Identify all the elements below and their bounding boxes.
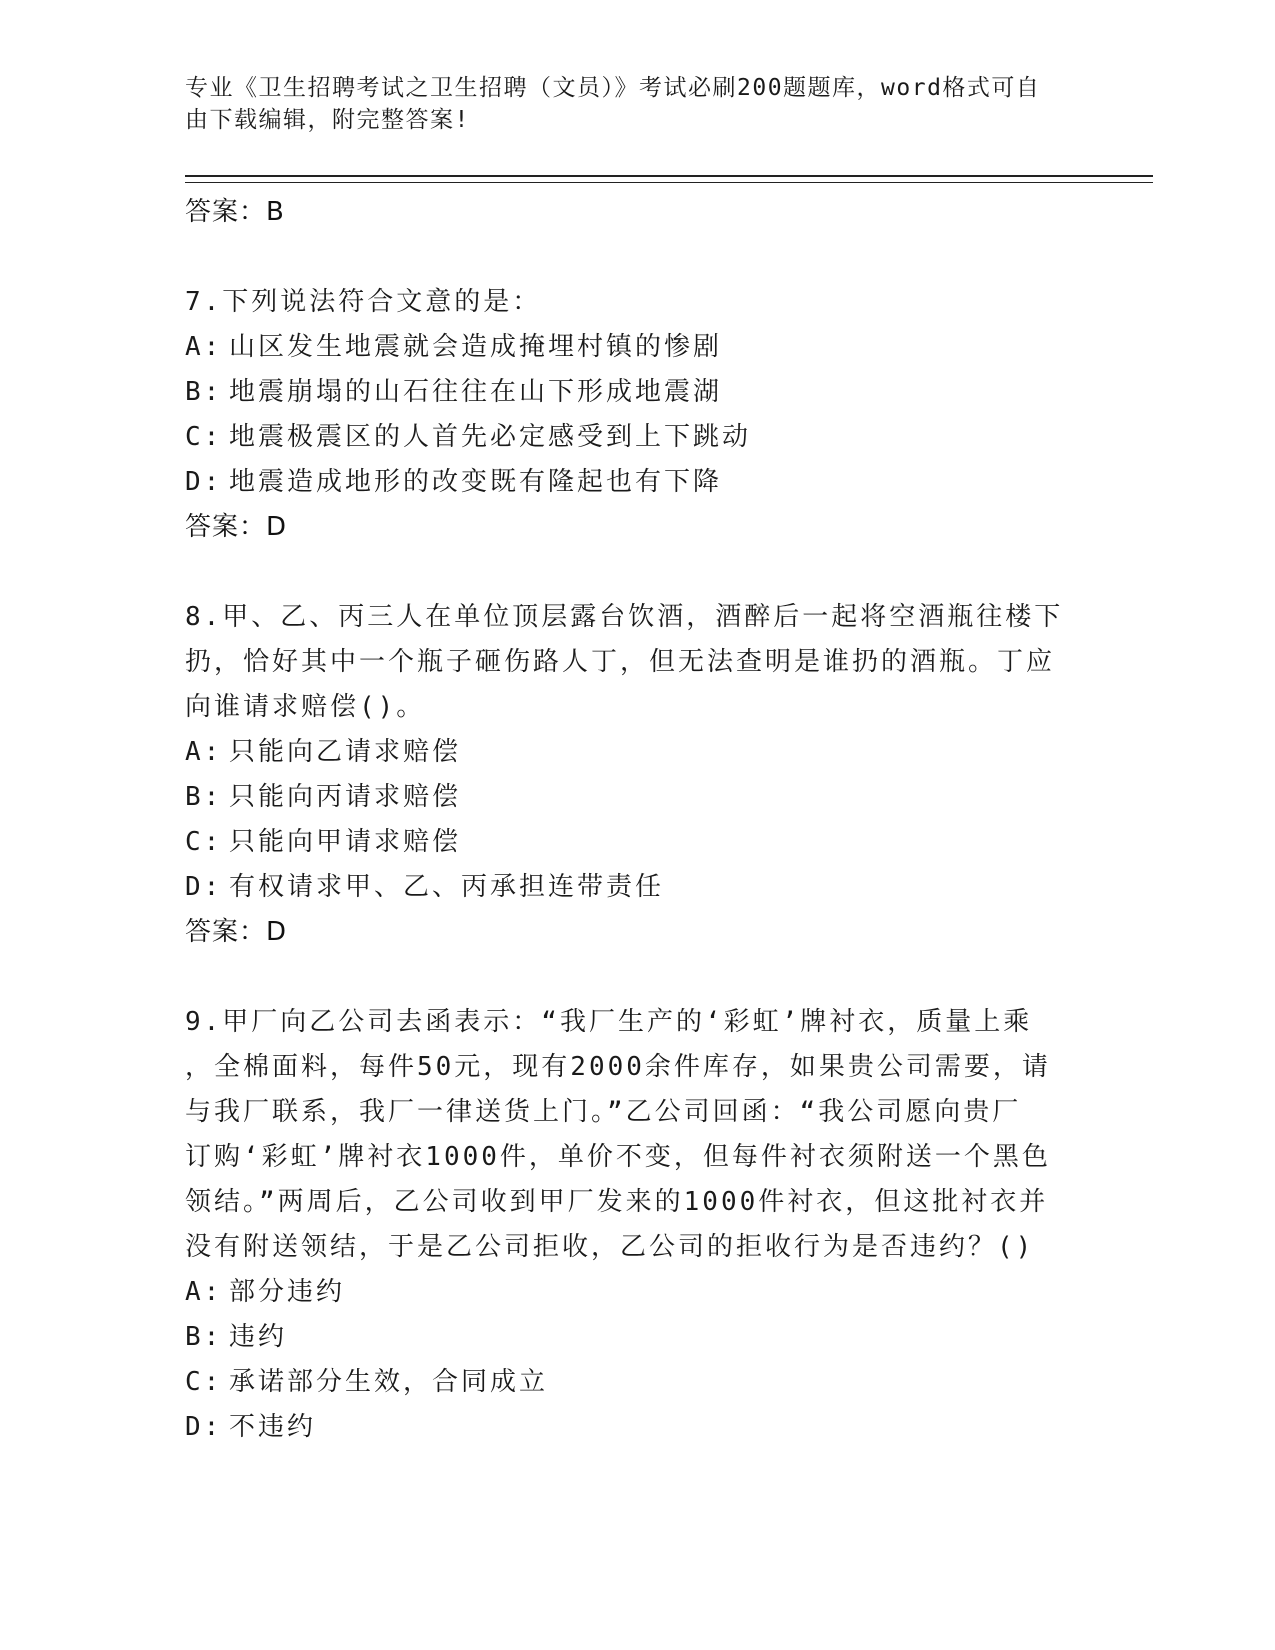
option-letter: C: (185, 1367, 223, 1397)
question-stem-line: ，全棉面料，每件50元，现有2000余件库存，如果贵公司需要，请 (185, 1052, 1051, 1082)
question-stem-line: 向谁请求赔偿()。 (185, 692, 426, 722)
option-a (185, 730, 1085, 775)
question-stem-line: 与我厂联系，我厂一律送货上门。”乙公司回函：“我公司愿向贵厂 (185, 1097, 1022, 1127)
option-text: 部分违约 (229, 1277, 346, 1307)
question-stem-line: 订购‘彩虹’牌衬衣1000件，单价不变，但每件衬衣须附送一个黑色 (185, 1142, 1051, 1172)
header-divider (185, 175, 1153, 183)
option-text: 山区发生地震就会造成掩埋村镇的惨剧 (229, 332, 723, 362)
header-line-1: 专业《卫生招聘考试之卫生招聘（文员）》考试必刷200题题库，word格式可自 (185, 75, 1041, 101)
question-8 (185, 595, 1085, 955)
question-9 (185, 1000, 1085, 1450)
option-letter: D: (185, 1412, 223, 1442)
option-letter: B: (185, 1322, 223, 1352)
option-text: 地震极震区的人首先必定感受到上下跳动 (229, 422, 752, 452)
option-a (185, 1270, 1085, 1315)
option-text: 只能向甲请求赔偿 (229, 827, 462, 857)
option-text: 只能向乙请求赔偿 (229, 737, 462, 767)
header-line-2: 由下载编辑，附完整答案! (185, 107, 470, 133)
option-b (185, 1315, 1085, 1360)
answer-line: 答案：D (185, 512, 288, 542)
option-d (185, 1405, 1085, 1450)
option-text: 承诺部分生效，合同成立 (229, 1367, 549, 1397)
option-letter: A: (185, 737, 223, 767)
option-letter: A: (185, 332, 223, 362)
option-d (185, 865, 1085, 910)
option-text: 地震崩塌的山石往往在山下形成地震湖 (229, 377, 723, 407)
spacer (185, 550, 1085, 595)
option-a (185, 325, 1085, 370)
option-b (185, 370, 1085, 415)
option-letter: D: (185, 467, 223, 497)
question-stem-line: 8.甲、乙、丙三人在单位顶层露台饮酒，酒醉后一起将空酒瓶往楼下 (185, 602, 1064, 632)
spacer (185, 955, 1085, 1000)
question-stem-line: 9.甲厂向乙公司去函表示：“我厂生产的‘彩虹’牌衬衣，质量上乘 (185, 1007, 1033, 1037)
document-body (185, 190, 1085, 1450)
option-letter: D: (185, 872, 223, 902)
option-letter: C: (185, 827, 223, 857)
spacer (185, 235, 1085, 280)
question-stem-line: 扔，恰好其中一个瓶子砸伤路人丁，但无法查明是谁扔的酒瓶。丁应 (185, 647, 1056, 677)
option-letter: B: (185, 782, 223, 812)
option-b (185, 775, 1085, 820)
answer-line: 答案：D (185, 917, 288, 947)
answer-line: 答案：B (185, 197, 285, 227)
option-text: 有权请求甲、乙、丙承担连带责任 (229, 872, 665, 902)
question-7 (185, 280, 1085, 550)
option-text: 只能向丙请求赔偿 (229, 782, 462, 812)
option-letter: C: (185, 422, 223, 452)
option-letter: B: (185, 377, 223, 407)
option-text: 不违约 (229, 1412, 317, 1442)
option-text: 地震造成地形的改变既有隆起也有下降 (229, 467, 723, 497)
question-stem-line: 没有附送领结，于是乙公司拒收，乙公司的拒收行为是否违约？() (185, 1232, 1035, 1262)
option-c (185, 1360, 1085, 1405)
option-c (185, 415, 1085, 460)
question-stem-line: 7.下列说法符合文意的是： (185, 287, 542, 317)
option-letter: A: (185, 1277, 223, 1307)
option-text: 违约 (229, 1322, 288, 1352)
option-d (185, 460, 1085, 505)
question-stem-line: 领结。”两周后，乙公司收到甲厂发来的1000件衬衣，但这批衬衣并 (185, 1187, 1049, 1217)
option-c (185, 820, 1085, 865)
document-header (185, 72, 1065, 136)
